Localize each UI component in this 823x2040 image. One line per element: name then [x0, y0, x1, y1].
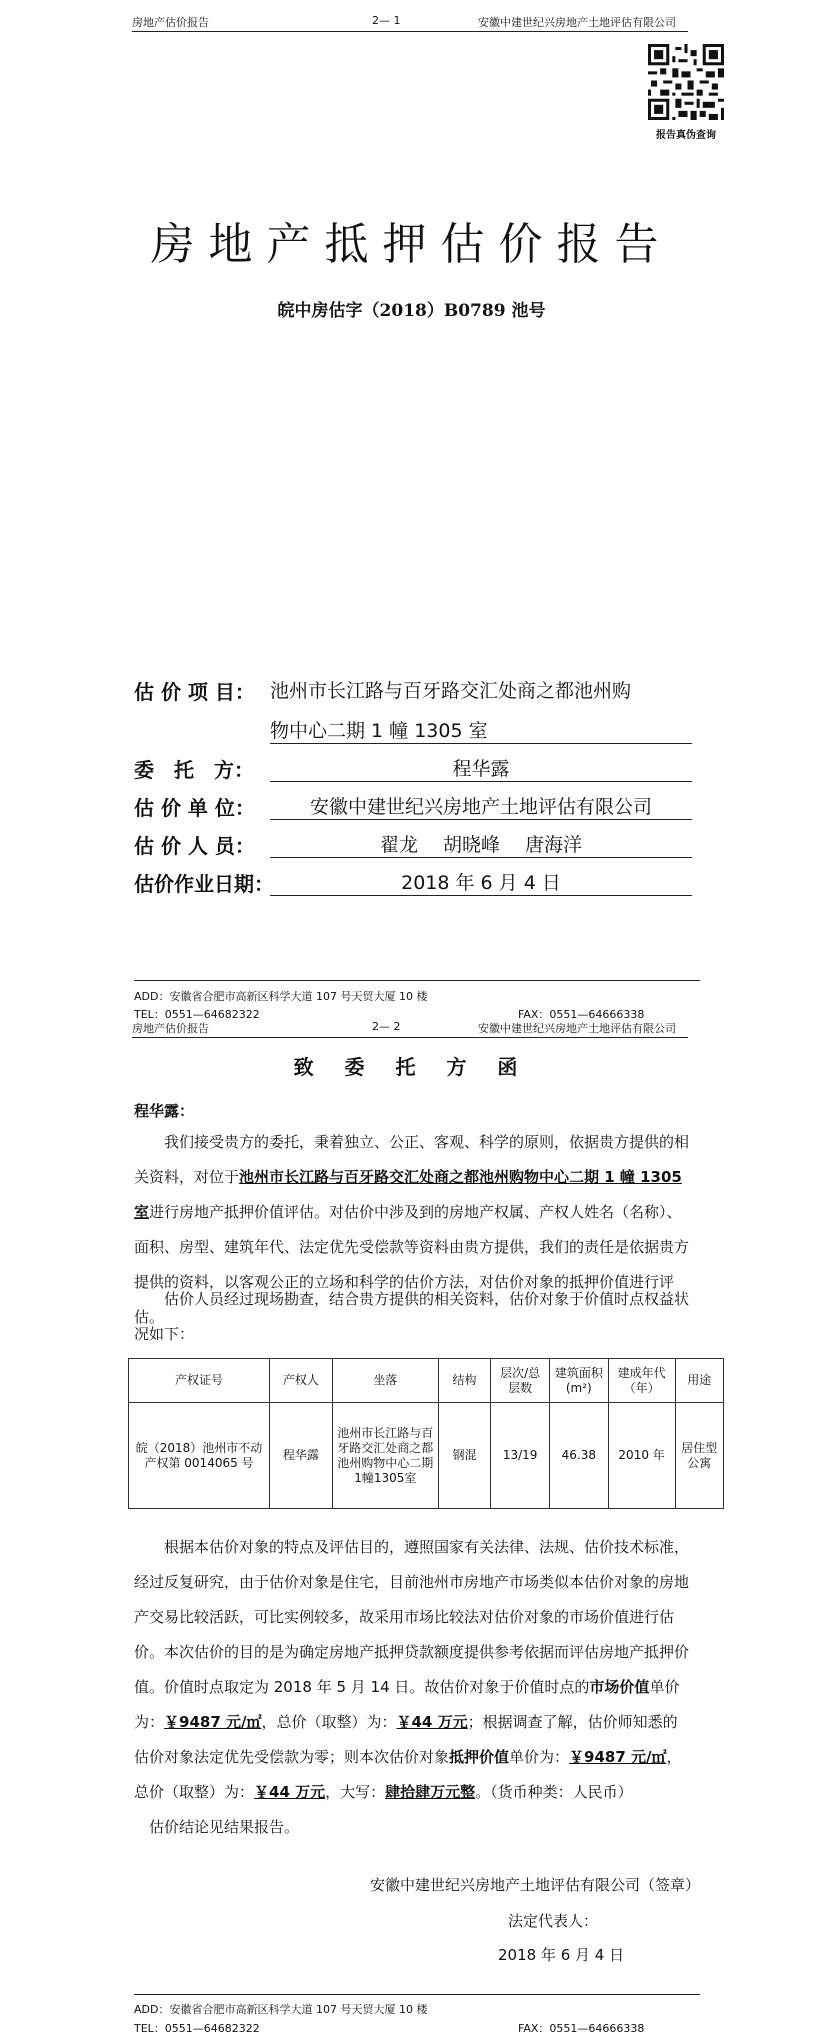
p4-text-a: 本次估价的目的是为确定房地产抵押贷款额度提供参考依据而评估房地产抵押价值。价值时点取定为 2018 年 5 月 14 日。故估价对象于价值时点的	[134, 1643, 690, 1696]
table-row	[129, 1403, 724, 1509]
p1-property-address: 池州市长江路与百牙路交汇处商之都池州购物中心二期 1 幢 1305 室	[134, 1168, 682, 1221]
qr-caption: 报告真伪查询	[656, 130, 716, 141]
td-structure: 钢混	[438, 1403, 491, 1509]
page2-header-page-number: 2— 2	[372, 1020, 401, 1033]
report-number: 皖中房估字（2018）B0789 池号	[277, 301, 546, 321]
th-owner: 产权人	[270, 1359, 333, 1403]
td-owner: 程华露	[270, 1403, 333, 1509]
p1-text-a: 我们接受贵方的委托，秉着独立、公正、客观、科学的原则，依据贵方提供的相关资料，对位于	[134, 1133, 690, 1186]
project-underline	[270, 743, 692, 744]
date-underline	[270, 895, 692, 896]
td-area: 46.38	[549, 1403, 608, 1509]
signature-date: 2018 年 6 月 4 日	[498, 1946, 625, 1964]
page2-header-left: 房地产估价报告	[132, 1022, 209, 1035]
property-table	[128, 1358, 724, 1509]
client-value: 程华露	[452, 758, 510, 780]
p4-text-d: ；根据调查了解，估价师知悉的估价对象法定优先受偿款为零；则本次估价对象	[134, 1713, 678, 1766]
p4-text-e: 单价为：	[509, 1748, 570, 1766]
p4-text-c: ，总价（取整）为：	[261, 1713, 397, 1731]
page2-header-rule	[132, 1037, 688, 1038]
page1-header-page-number: 2— 1	[372, 14, 401, 27]
th-area: 建筑面积(m²)	[549, 1359, 608, 1403]
client-underline	[270, 781, 692, 782]
p4-market-unit-price: ￥9487 元/㎡	[164, 1713, 262, 1731]
paragraph-5	[134, 1810, 690, 1845]
td-location: 池州市长江路与百牙路交汇处商之都池州购物中心二期1幢1305室	[332, 1403, 438, 1509]
td-usage: 居住型公寓	[675, 1403, 723, 1509]
staff-label: 估 价 人 员：	[134, 834, 255, 858]
page1-header-left: 房地产估价报告	[132, 16, 209, 29]
letter-title: 致 委 托 方 函	[293, 1055, 530, 1079]
p5-text: 估价结论见结果报告。	[149, 1818, 300, 1836]
p4-text-f: ，总价（取整）为：	[134, 1748, 682, 1801]
staff-underline	[270, 857, 692, 858]
td-cert-no: 皖（2018）池州市不动产权第 0014065 号	[129, 1403, 270, 1509]
report-title: 房地产抵押估价报告	[150, 219, 673, 270]
unit-label: 估 价 单 位：	[134, 796, 255, 820]
page2-footer-rule	[134, 1994, 700, 1995]
page2-footer-address: ADD：安徽省合肥市高新区科学大道 107 号天贸大厦 10 楼	[134, 2003, 428, 2016]
date-value: 2018 年 6 月 4 日	[401, 872, 561, 894]
th-usage: 用途	[675, 1359, 723, 1403]
th-location: 坐落	[332, 1359, 438, 1403]
qr-code-icon	[648, 44, 724, 120]
p2-text: 估价人员经过现场勘查，结合贵方提供的相关资料，估价对象于价值时点权益状况如下：	[134, 1290, 690, 1343]
td-floors: 13/19	[491, 1403, 550, 1509]
staff-value: 翟龙 胡晓峰 唐海洋	[379, 834, 583, 856]
unit-value: 安徽中建世纪兴房地产土地评估有限公司	[309, 796, 652, 818]
p4-mortgage-unit-price: ￥9487 元/㎡	[569, 1748, 667, 1766]
p1-text-c: 进行房地产抵押价值评估。对估价中涉及到的房地产权属、产权人姓名（名称）、面积、房型、建筑年代、法定优先受偿款等资料由贵方提供，我们的责任是依据贵方提供的资料，以客观公正的立场和科学的估价方法，对估价对象的抵押价值进行评估。	[134, 1203, 690, 1326]
page1-header-rule	[132, 31, 688, 32]
signature-representative: 法定代表人：	[508, 1912, 599, 1930]
th-cert-no: 产权证号	[129, 1359, 270, 1403]
page1-footer-fax: FAX：0551—64666338	[518, 1008, 645, 1021]
p4-text-h: 。（货币种类：人民币）	[475, 1783, 633, 1801]
page1-footer-address: ADD：安徽省合肥市高新区科学大道 107 号天贸大厦 10 楼	[134, 990, 428, 1003]
td-year: 2010 年	[608, 1403, 675, 1509]
page1-footer-rule	[134, 980, 700, 981]
project-label: 估 价 项 目：	[134, 680, 255, 704]
paragraph-2	[134, 1282, 690, 1352]
date-label: 估价作业日期：	[134, 872, 274, 896]
p4-amount-in-words: 肆拾肆万元整	[385, 1783, 476, 1801]
p4-text-g: ，大写：	[325, 1783, 386, 1801]
th-year: 建成年代（年）	[608, 1359, 675, 1403]
th-floors: 层次/总层数	[491, 1359, 550, 1403]
p3-text: 根据本估价对象的特点及评估目的，遵照国家有关法律、法规、估价技术标准，经过反复研究，由于估价对象是住宅，目前池州市房地产市场类似本估价对象的房地产交易比较活跃，可比实例较多，故采用市场比较法对估价对象的市场价值进行估价。	[134, 1538, 690, 1661]
table-header-row	[129, 1359, 724, 1403]
unit-underline	[270, 819, 692, 820]
paragraph-4	[134, 1635, 690, 1810]
project-value-line1: 池州市长江路与百牙路交汇处商之都池州购	[270, 680, 632, 702]
page2-footer-fax: FAX：0551—64666338	[518, 2022, 645, 2035]
page2-header-right: 安徽中建世纪兴房地产土地评估有限公司	[478, 1022, 676, 1035]
p4-mortgage-value-label: 抵押价值	[449, 1748, 510, 1766]
client-label: 委 托 方：	[134, 758, 254, 782]
page1-header-right: 安徽中建世纪兴房地产土地评估有限公司	[478, 16, 676, 29]
page2-footer-tel: TEL：0551—64682322	[134, 2022, 260, 2035]
page1-footer-tel: TEL：0551—64682322	[134, 1008, 260, 1021]
project-value-line2: 物中心二期 1 幢 1305 室	[270, 720, 488, 742]
th-structure: 结构	[438, 1359, 491, 1403]
p4-market-total: ￥44 万元	[396, 1713, 468, 1731]
signature-company: 安徽中建世纪兴房地产土地评估有限公司（签章）	[369, 1876, 700, 1894]
p4-mortgage-total: ￥44 万元	[254, 1783, 326, 1801]
salutation: 程华露：	[134, 1102, 195, 1120]
p4-text-b: 单价为：	[134, 1678, 680, 1731]
p4-market-value-label: 市场价值	[589, 1678, 650, 1696]
